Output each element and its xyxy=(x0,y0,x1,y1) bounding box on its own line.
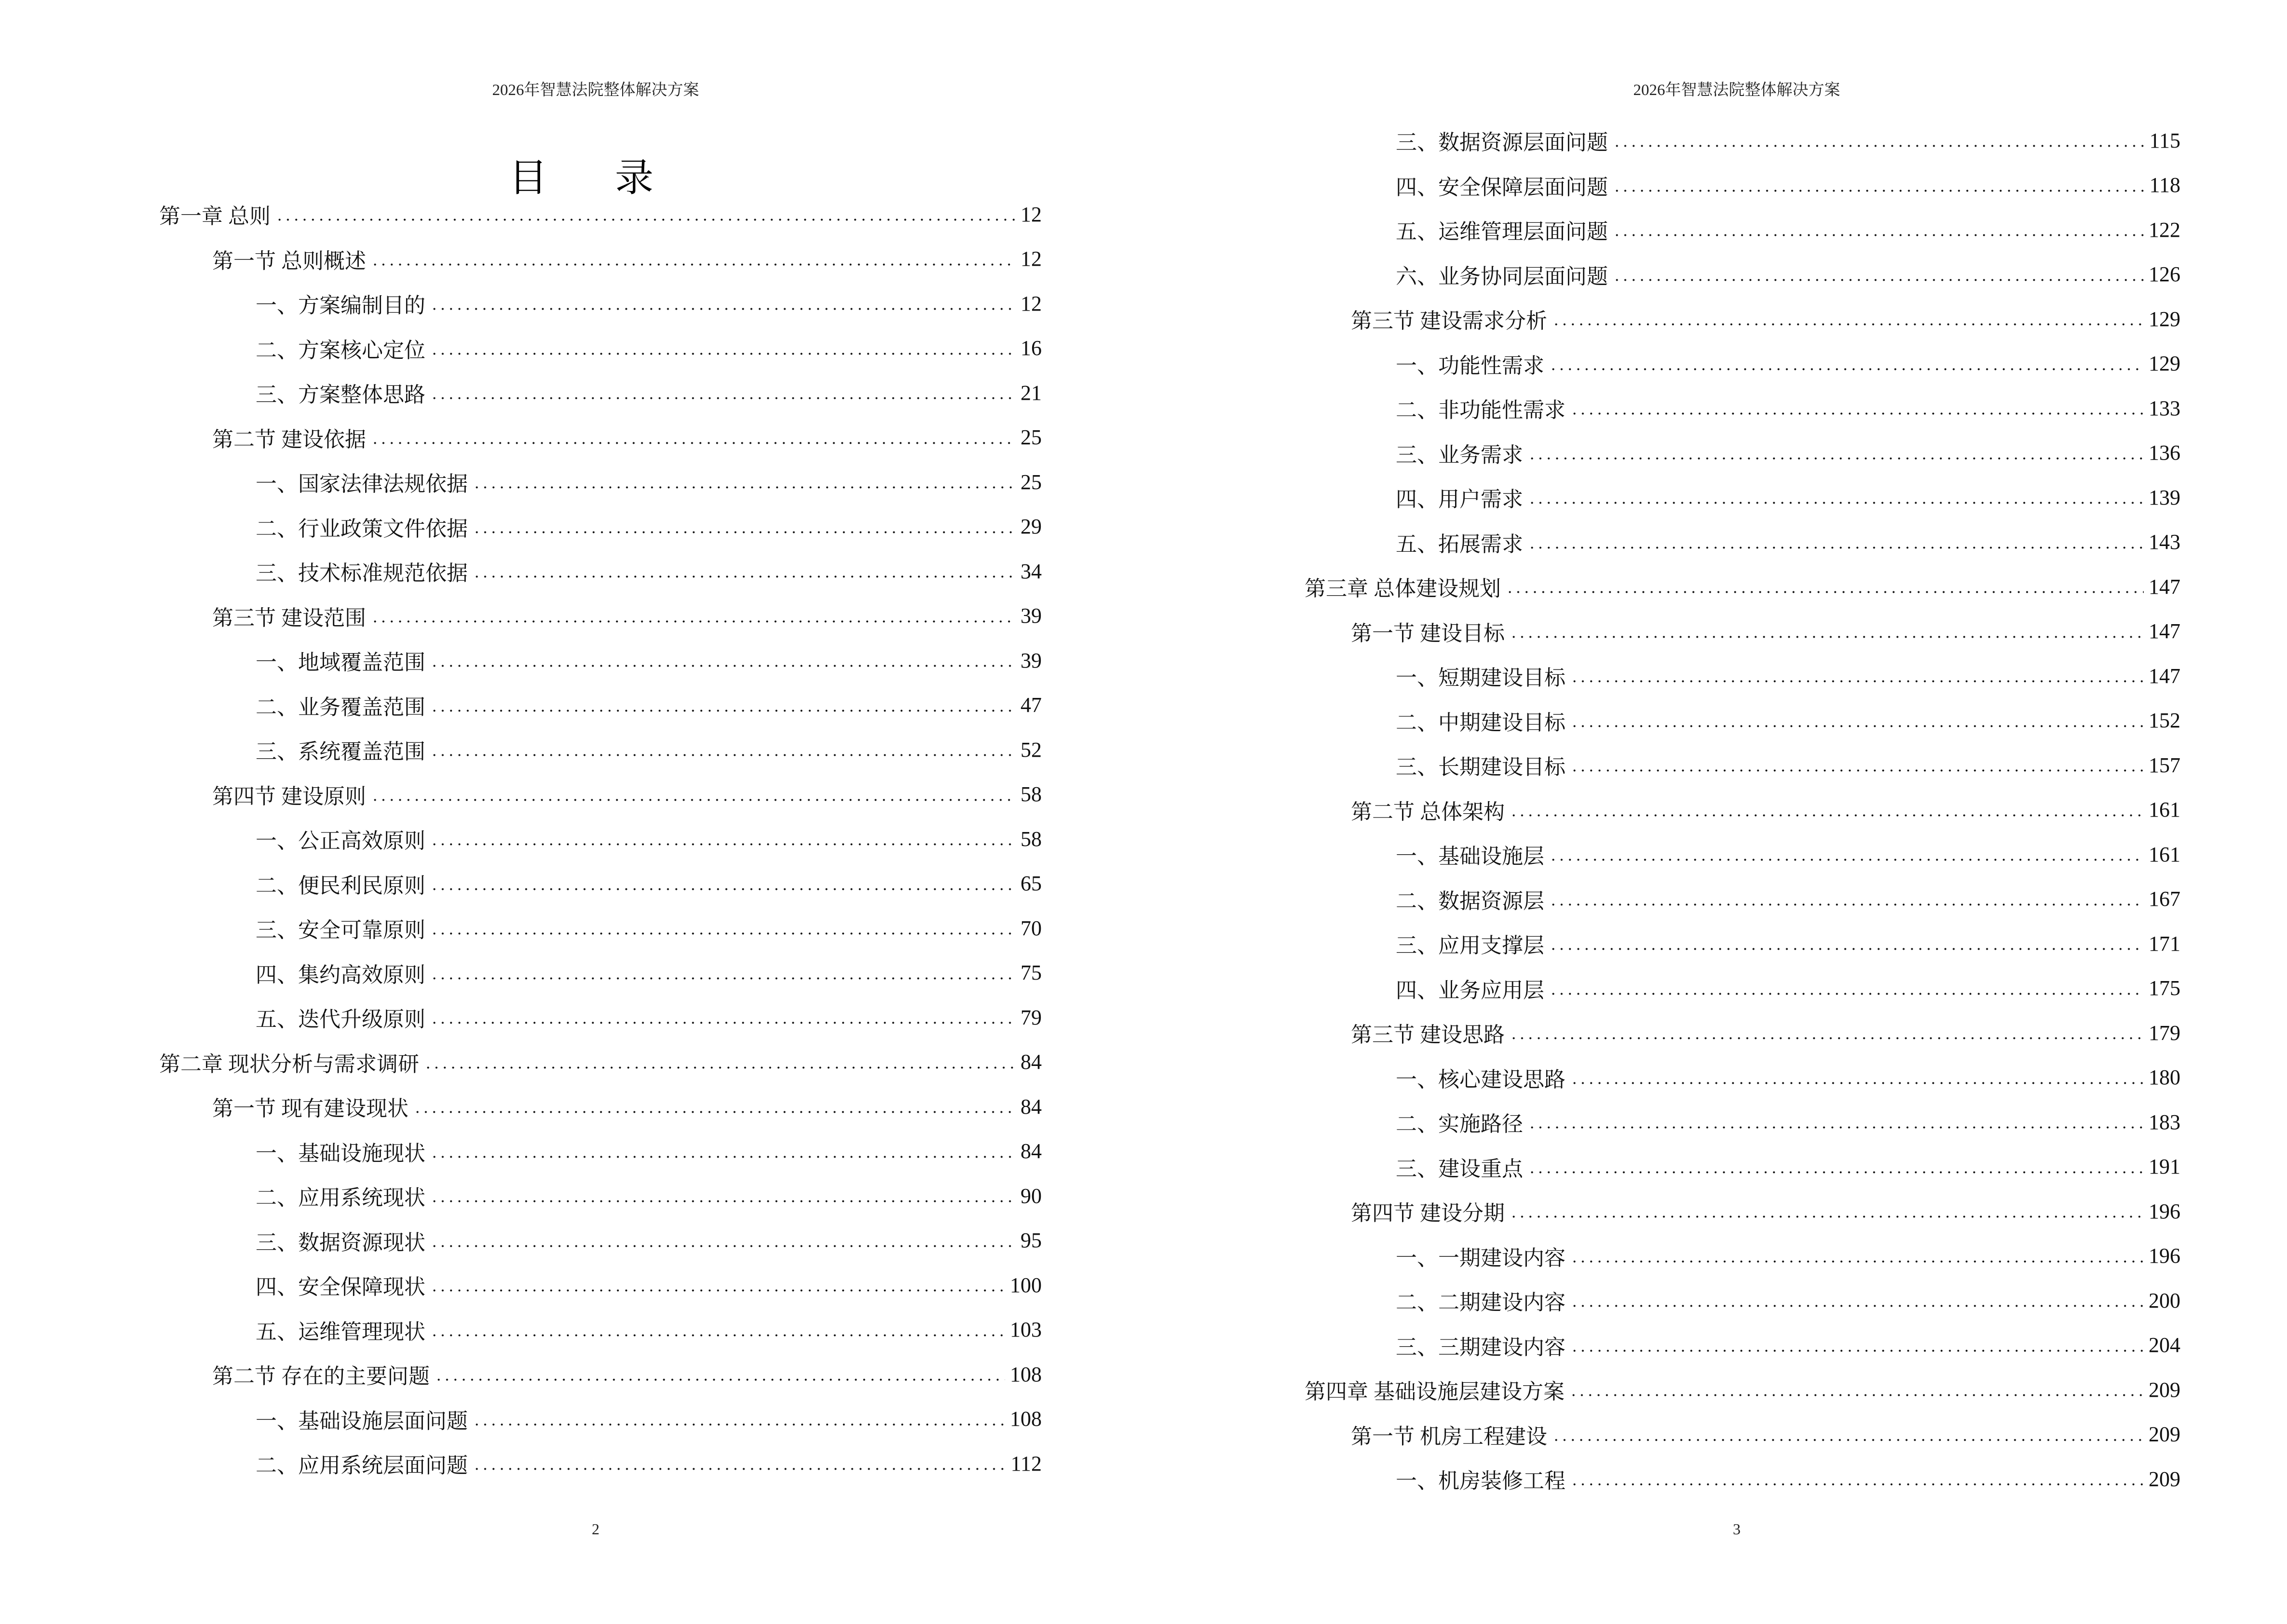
dot-leader xyxy=(430,650,1016,671)
toc-entry-subsection[interactable] xyxy=(0,1218,1042,1263)
toc-entry-section[interactable] xyxy=(0,1352,1042,1397)
toc-entry-page-number: 108 xyxy=(1010,1362,1042,1386)
toc-entry-page-number: 25 xyxy=(1021,470,1042,494)
toc-entry-subsection[interactable] xyxy=(1144,1145,2180,1189)
toc-entry-chapter[interactable] xyxy=(1144,1367,2180,1412)
dot-leader xyxy=(1528,487,2144,508)
toc-entry-page-number: 52 xyxy=(1021,737,1042,762)
toc-entry-label: 一、机房装修工程 xyxy=(1396,1469,1566,1493)
toc-entry-section[interactable] xyxy=(0,772,1042,817)
toc-entry-label: 二、行业政策文件依据 xyxy=(256,517,468,541)
toc-entry-label: 第二节 总体架构 xyxy=(1351,800,1505,824)
toc-entry-label: 二、中期建设目标 xyxy=(1396,710,1566,735)
toc-entry-label: 三、系统覆盖范围 xyxy=(256,740,425,764)
toc-entry-subsection[interactable] xyxy=(1144,966,2180,1011)
dot-leader xyxy=(430,1230,1016,1251)
toc-list xyxy=(0,192,1042,1486)
toc-entry-page-number: 75 xyxy=(1021,961,1042,985)
toc-entry-label: 五、运维管理现状 xyxy=(256,1320,425,1344)
toc-entry-section[interactable] xyxy=(0,1084,1042,1129)
toc-entry-page-number: 200 xyxy=(2149,1288,2180,1312)
toc-entry-label: 三、技术标准规范依据 xyxy=(256,561,468,586)
toc-entry-subsection[interactable] xyxy=(1144,698,2180,743)
dot-leader xyxy=(1570,710,2144,731)
toc-entry-page-number: 171 xyxy=(2149,931,2180,955)
toc-entry-subsection[interactable] xyxy=(1144,252,2180,297)
toc-entry-label: 二、业务覆盖范围 xyxy=(256,695,425,719)
dot-leader xyxy=(1549,844,2144,865)
toc-entry-label: 一、短期建设目标 xyxy=(1396,666,1566,690)
toc-entry-subsection[interactable] xyxy=(1144,163,2180,208)
toc-entry-page-number: 21 xyxy=(1021,381,1042,405)
toc-entry-label: 三、建设重点 xyxy=(1396,1157,1523,1181)
toc-entry-page-number: 147 xyxy=(2149,664,2180,688)
toc-entry-subsection[interactable] xyxy=(1144,1323,2180,1368)
toc-entry-subsection[interactable] xyxy=(1144,1278,2180,1323)
toc-entry-section[interactable] xyxy=(0,415,1042,460)
toc-entry-page-number: 100 xyxy=(1010,1273,1042,1297)
dot-leader xyxy=(430,917,1016,939)
dot-leader xyxy=(1613,264,2144,285)
toc-entry-subsection[interactable] xyxy=(0,281,1042,326)
toc-entry-page-number: 115 xyxy=(2149,128,2180,152)
dot-leader xyxy=(275,204,1016,225)
toc-entry-chapter[interactable] xyxy=(0,192,1042,237)
toc-entry-page-number: 147 xyxy=(2149,574,2180,599)
toc-entry-page-number: 12 xyxy=(1021,202,1042,226)
toc-entry-subsection[interactable] xyxy=(1144,1457,2180,1501)
toc-entry-label: 一、基础设施层 xyxy=(1396,845,1544,869)
toc-entry-page-number: 209 xyxy=(2149,1378,2180,1402)
dot-leader xyxy=(413,1096,1016,1117)
dot-leader xyxy=(1549,978,2144,999)
dot-leader xyxy=(430,1141,1016,1162)
dot-leader xyxy=(1549,888,2144,910)
toc-entry-page-number: 204 xyxy=(2149,1333,2180,1357)
dot-leader xyxy=(430,1185,1016,1206)
toc-entry-page-number: 129 xyxy=(2149,307,2180,331)
toc-entry-page-number: 126 xyxy=(2149,262,2180,287)
toc-entry-label: 六、业务协同层面问题 xyxy=(1396,264,1608,288)
dot-leader xyxy=(1569,1379,2144,1400)
running-header: 2026年智慧法院整体解决方案 xyxy=(492,82,699,99)
toc-entry-label: 第一节 建设目标 xyxy=(1351,621,1505,645)
toc-entry-section[interactable] xyxy=(1144,297,2180,341)
running-header: 2026年智慧法院整体解决方案 xyxy=(1633,82,1840,99)
toc-entry-label: 五、迭代升级原则 xyxy=(256,1008,425,1032)
dot-leader xyxy=(430,338,1016,359)
dot-leader xyxy=(1570,1245,2144,1267)
dot-leader xyxy=(1570,1335,2144,1356)
toc-entry-subsection[interactable] xyxy=(1144,520,2180,565)
dot-leader xyxy=(430,695,1016,716)
toc-entry-subsection[interactable] xyxy=(0,326,1042,371)
toc-entry-page-number: 29 xyxy=(1021,515,1042,539)
dot-leader xyxy=(1528,1111,2144,1133)
toc-entry-label: 第一节 总则概述 xyxy=(212,249,366,273)
toc-entry-page-number: 12 xyxy=(1021,247,1042,271)
toc-entry-label: 第二节 建设依据 xyxy=(212,427,366,451)
dot-leader xyxy=(1570,397,2144,419)
toc-entry-label: 一、地域覆盖范围 xyxy=(256,651,425,675)
dot-leader xyxy=(1613,175,2145,196)
dot-leader xyxy=(1613,130,2145,151)
toc-entry-section[interactable] xyxy=(1144,1189,2180,1234)
toc-entry-label: 第四节 建设原则 xyxy=(212,784,366,808)
toc-entry-page-number: 129 xyxy=(2149,352,2180,376)
toc-entry-subsection[interactable] xyxy=(0,727,1042,772)
toc-entry-subsection[interactable] xyxy=(0,370,1042,415)
toc-entry-subsection[interactable] xyxy=(1144,654,2180,698)
toc-entry-label: 三、长期建设目标 xyxy=(1396,755,1566,779)
dot-leader xyxy=(1510,621,2144,642)
toc-entry-label: 二、数据资源层 xyxy=(1396,889,1544,913)
dot-leader xyxy=(435,1364,1005,1385)
toc-entry-page-number: 25 xyxy=(1021,425,1042,450)
dot-leader xyxy=(1552,308,2144,329)
toc-entry-subsection[interactable] xyxy=(1144,1234,2180,1279)
dot-leader xyxy=(473,560,1016,582)
toc-entry-page-number: 157 xyxy=(2149,753,2180,777)
dot-leader xyxy=(473,471,1016,492)
toc-entry-label: 三、安全可靠原则 xyxy=(256,918,425,942)
toc-entry-label: 一、一期建设内容 xyxy=(1396,1246,1566,1270)
document-page-right xyxy=(1144,0,2287,1624)
toc-entry-label: 四、安全保障层面问题 xyxy=(1396,175,1608,199)
toc-entry-label: 一、国家法律法规依据 xyxy=(256,472,468,496)
dot-leader xyxy=(371,427,1016,448)
toc-entry-subsection[interactable] xyxy=(1144,207,2180,252)
dot-leader xyxy=(1510,799,2144,820)
toc-entry-section[interactable] xyxy=(1144,788,2180,832)
toc-entry-page-number: 90 xyxy=(1021,1184,1042,1208)
toc-entry-subsection[interactable] xyxy=(0,505,1042,549)
toc-entry-subsection[interactable] xyxy=(0,906,1042,951)
toc-entry-page-number: 143 xyxy=(2149,530,2180,554)
toc-entry-page-number: 209 xyxy=(2149,1467,2180,1491)
toc-entry-subsection[interactable] xyxy=(0,549,1042,594)
toc-list xyxy=(1144,118,2180,1501)
dot-leader xyxy=(1528,1156,2144,1177)
toc-entry-page-number: 39 xyxy=(1021,604,1042,628)
toc-entry-label: 二、二期建设内容 xyxy=(1396,1291,1566,1315)
toc-entry-page-number: 196 xyxy=(2149,1199,2180,1223)
dot-leader xyxy=(1570,665,2144,686)
toc-entry-label: 第一节 机房工程建设 xyxy=(1351,1424,1547,1448)
dot-leader xyxy=(430,382,1016,403)
toc-entry-label: 一、公正高效原则 xyxy=(256,829,425,853)
dot-leader xyxy=(1549,933,2144,954)
dot-leader xyxy=(1570,1067,2144,1088)
toc-entry-subsection[interactable] xyxy=(0,1441,1042,1486)
toc-entry-label: 二、实施路径 xyxy=(1396,1112,1523,1136)
toc-entry-subsection[interactable] xyxy=(1144,341,2180,386)
toc-entry-subsection[interactable] xyxy=(1144,431,2180,476)
toc-entry-label: 三、数据资源层面问题 xyxy=(1396,131,1608,155)
toc-entry-page-number: 12 xyxy=(1021,291,1042,315)
toc-entry-page-number: 34 xyxy=(1021,559,1042,583)
dot-leader xyxy=(1570,1468,2144,1489)
toc-entry-label: 第三节 建设需求分析 xyxy=(1351,309,1547,333)
toc-entry-page-number: 183 xyxy=(2149,1110,2180,1134)
dot-leader xyxy=(1552,1424,2144,1445)
toc-entry-page-number: 161 xyxy=(2149,798,2180,822)
toc-entry-page-number: 209 xyxy=(2149,1422,2180,1447)
toc-entry-label: 一、基础设施层面问题 xyxy=(256,1409,468,1433)
toc-entry-subsection[interactable] xyxy=(1144,386,2180,431)
toc-entry-page-number: 84 xyxy=(1021,1094,1042,1119)
toc-entry-page-number: 118 xyxy=(2149,173,2180,197)
toc-entry-section[interactable] xyxy=(1144,609,2180,654)
toc-entry-label: 三、数据资源现状 xyxy=(256,1230,425,1255)
toc-entry-subsection[interactable] xyxy=(1144,921,2180,966)
toc-entry-label: 第二节 存在的主要问题 xyxy=(212,1365,430,1389)
toc-entry-label: 四、业务应用层 xyxy=(1396,978,1544,1002)
toc-entry-page-number: 108 xyxy=(1010,1407,1042,1431)
dot-leader xyxy=(473,516,1016,537)
dot-leader xyxy=(430,739,1016,760)
dot-leader xyxy=(1506,576,2144,597)
dot-leader xyxy=(371,784,1016,805)
toc-entry-label: 第四章 基础设施层建设方案 xyxy=(1305,1380,1565,1404)
dot-leader xyxy=(473,1453,1006,1474)
toc-entry-page-number: 180 xyxy=(2149,1065,2180,1090)
toc-entry-subsection[interactable] xyxy=(0,1308,1042,1352)
toc-entry-page-number: 95 xyxy=(1021,1228,1042,1253)
toc-entry-label: 五、拓展需求 xyxy=(1396,532,1523,556)
toc-entry-page-number: 139 xyxy=(2149,485,2180,509)
dot-leader xyxy=(430,1007,1016,1028)
toc-entry-section[interactable] xyxy=(1144,1010,2180,1055)
toc-entry-subsection[interactable] xyxy=(0,861,1042,906)
toc-entry-page-number: 112 xyxy=(1010,1451,1042,1475)
dot-leader xyxy=(1570,1290,2144,1311)
toc-entry-subsection[interactable] xyxy=(0,1174,1042,1218)
toc-entry-subsection[interactable] xyxy=(0,638,1042,683)
toc-entry-label: 第三节 建设思路 xyxy=(1351,1023,1505,1047)
dot-leader xyxy=(1570,754,2144,776)
toc-entry-page-number: 152 xyxy=(2149,709,2180,733)
toc-entry-chapter[interactable] xyxy=(0,1040,1042,1085)
toc-entry-page-number: 58 xyxy=(1021,827,1042,851)
toc-entry-subsection[interactable] xyxy=(0,1263,1042,1308)
dot-leader xyxy=(424,1051,1016,1073)
toc-entry-section[interactable] xyxy=(1144,1412,2180,1457)
toc-entry-label: 第三节 建设范围 xyxy=(212,606,366,630)
toc-entry-label: 二、应用系统层面问题 xyxy=(256,1454,468,1478)
toc-entry-subsection[interactable] xyxy=(0,460,1042,505)
toc-entry-page-number: 122 xyxy=(2149,218,2180,242)
dot-leader xyxy=(430,1319,1005,1340)
dot-leader xyxy=(1549,353,2144,374)
toc-entry-subsection[interactable] xyxy=(1144,1055,2180,1100)
toc-entry-page-number: 167 xyxy=(2149,887,2180,911)
toc-entry-label: 四、安全保障现状 xyxy=(256,1275,425,1299)
toc-entry-section[interactable] xyxy=(0,594,1042,639)
dot-leader xyxy=(473,1408,1005,1430)
toc-entry-label: 三、方案整体思路 xyxy=(256,383,425,407)
toc-entry-subsection[interactable] xyxy=(1144,1100,2180,1145)
toc-entry-subsection[interactable] xyxy=(1144,475,2180,520)
toc-entry-label: 第一章 总则 xyxy=(159,205,271,229)
dot-leader xyxy=(371,605,1016,627)
toc-entry-label: 第三章 总体建设规划 xyxy=(1305,577,1501,601)
page-number: 2 xyxy=(592,1520,599,1538)
dot-leader xyxy=(430,873,1016,894)
toc-entry-subsection[interactable] xyxy=(0,951,1042,996)
toc-entry-label: 第二章 现状分析与需求调研 xyxy=(159,1052,419,1076)
toc-entry-label: 三、三期建设内容 xyxy=(1396,1335,1566,1359)
toc-entry-label: 一、方案编制目的 xyxy=(256,294,425,318)
toc-entry-page-number: 65 xyxy=(1021,872,1042,896)
dot-leader xyxy=(1528,532,2144,553)
dot-leader xyxy=(430,1274,1005,1296)
toc-entry-chapter[interactable] xyxy=(1144,564,2180,609)
toc-entry-page-number: 133 xyxy=(2149,396,2180,420)
toc-entry-page-number: 84 xyxy=(1021,1050,1042,1074)
toc-entry-label: 二、应用系统现状 xyxy=(256,1186,425,1210)
toc-entry-page-number: 47 xyxy=(1021,693,1042,717)
toc-title: 目 录 xyxy=(509,157,682,200)
toc-entry-subsection[interactable] xyxy=(1144,118,2180,163)
toc-entry-label: 一、核心建设思路 xyxy=(1396,1067,1566,1092)
page-number: 3 xyxy=(1733,1520,1741,1538)
toc-entry-section[interactable] xyxy=(0,237,1042,282)
toc-entry-label: 三、业务需求 xyxy=(1396,443,1523,467)
toc-entry-label: 三、应用支撑层 xyxy=(1396,934,1544,958)
toc-entry-subsection[interactable] xyxy=(1144,743,2180,788)
toc-entry-label: 二、方案核心定位 xyxy=(256,338,425,362)
toc-entry-label: 四、用户需求 xyxy=(1396,488,1523,512)
dot-leader xyxy=(430,293,1016,314)
toc-entry-page-number: 147 xyxy=(2149,619,2180,643)
toc-entry-page-number: 103 xyxy=(1010,1318,1042,1342)
toc-entry-label: 一、基础设施现状 xyxy=(256,1141,425,1165)
toc-entry-page-number: 58 xyxy=(1021,782,1042,806)
dot-leader xyxy=(1510,1022,2144,1043)
toc-entry-page-number: 84 xyxy=(1021,1139,1042,1163)
toc-entry-page-number: 161 xyxy=(2149,842,2180,866)
toc-entry-label: 第一节 现有建设现状 xyxy=(212,1097,408,1121)
toc-entry-label: 二、非功能性需求 xyxy=(1396,398,1566,423)
toc-entry-label: 四、集约高效原则 xyxy=(256,963,425,987)
toc-entry-page-number: 136 xyxy=(2149,441,2180,465)
toc-entry-label: 五、运维管理层面问题 xyxy=(1396,220,1608,244)
toc-entry-page-number: 196 xyxy=(2149,1244,2180,1268)
toc-entry-label: 一、功能性需求 xyxy=(1396,354,1544,378)
toc-entry-subsection[interactable] xyxy=(0,817,1042,861)
toc-entry-subsection[interactable] xyxy=(0,683,1042,728)
toc-entry-subsection[interactable] xyxy=(0,1397,1042,1442)
dot-leader xyxy=(430,828,1016,849)
toc-entry-label: 二、便民利民原则 xyxy=(256,873,425,898)
toc-entry-label: 第四节 建设分期 xyxy=(1351,1201,1505,1226)
toc-entry-page-number: 16 xyxy=(1021,336,1042,360)
dot-leader xyxy=(430,962,1016,983)
dot-leader xyxy=(1510,1201,2144,1222)
toc-entry-page-number: 39 xyxy=(1021,648,1042,672)
toc-entry-page-number: 191 xyxy=(2149,1155,2180,1179)
toc-entry-subsection[interactable] xyxy=(1144,877,2180,922)
dot-leader xyxy=(1613,219,2144,240)
toc-entry-page-number: 175 xyxy=(2149,976,2180,1000)
toc-entry-subsection[interactable] xyxy=(1144,832,2180,877)
toc-entry-page-number: 79 xyxy=(1021,1005,1042,1029)
dot-leader xyxy=(371,248,1016,270)
toc-entry-subsection[interactable] xyxy=(0,1129,1042,1174)
toc-entry-page-number: 70 xyxy=(1021,916,1042,940)
toc-entry-page-number: 179 xyxy=(2149,1021,2180,1045)
dot-leader xyxy=(1528,442,2144,464)
toc-entry-subsection[interactable] xyxy=(0,995,1042,1040)
